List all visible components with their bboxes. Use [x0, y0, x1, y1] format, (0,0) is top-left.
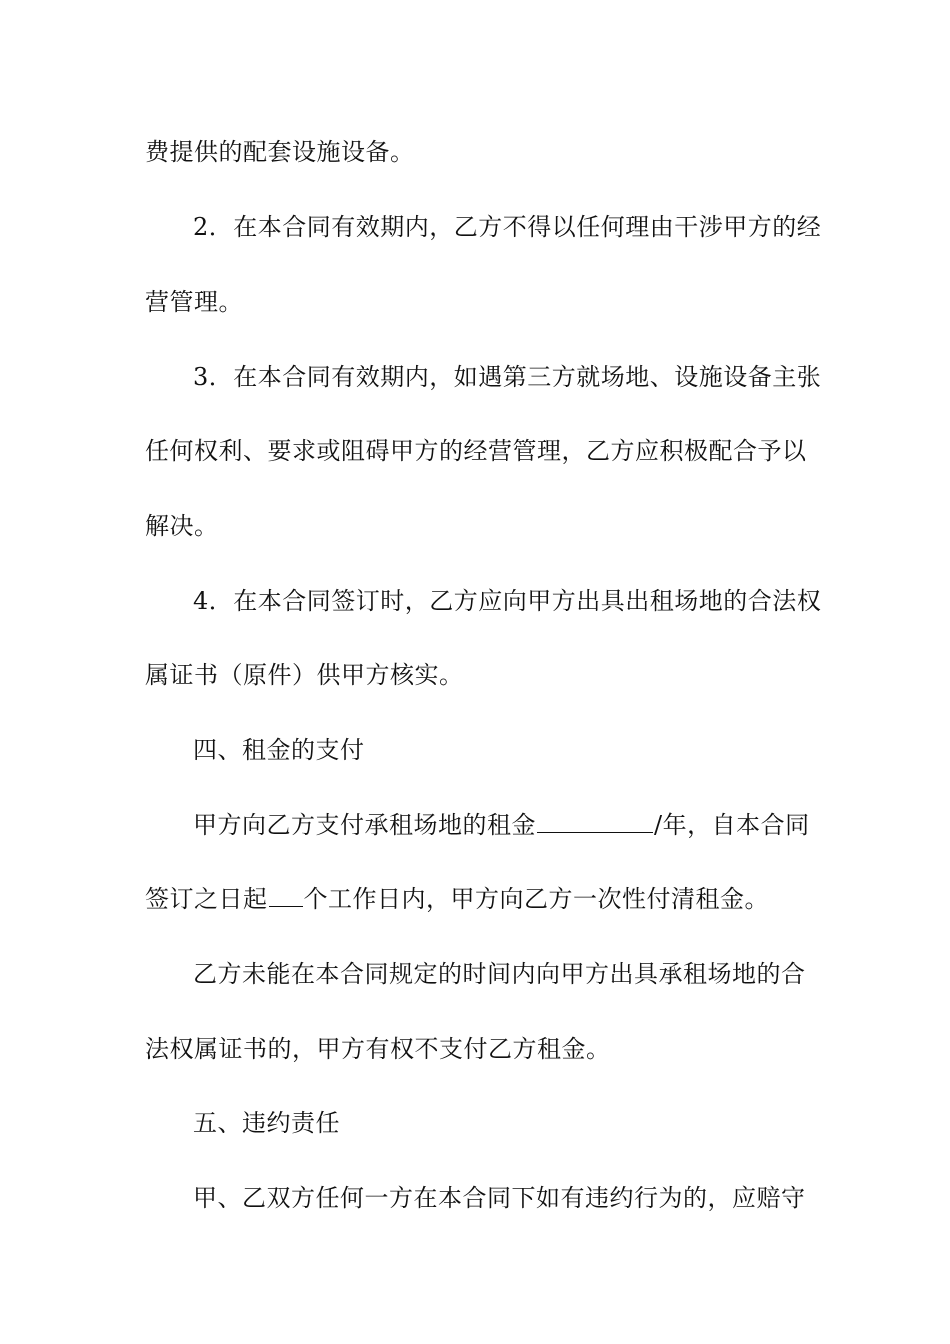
paragraph-line: 3．在本合同有效期内，如遇第三方就场地、设施设备主张: [193, 363, 822, 391]
paragraph-line: [193, 810, 863, 840]
days-text-before-blank: 签订之日起: [145, 885, 268, 913]
rent-amount-blank: [537, 810, 653, 833]
paragraph-line: 2．在本合同有效期内，乙方不得以任何理由干涉甲方的经: [193, 213, 822, 241]
paragraph-line: [145, 884, 815, 914]
paragraph-line: 乙方未能在本合同规定的时间内向甲方出具承租场地的合: [193, 960, 806, 988]
section-heading: 四、租金的支付: [193, 736, 365, 764]
paragraph-line: 解决。: [145, 512, 219, 540]
rent-text-after-blank: /年，自本合同: [654, 811, 810, 839]
paragraph-line: 法权属证书的，甲方有权不支付乙方租金。: [145, 1035, 611, 1063]
paragraph-line: 属证书（原件）供甲方核实。: [145, 661, 464, 689]
section-heading: 五、违约责任: [193, 1109, 340, 1137]
working-days-blank: [269, 884, 303, 907]
paragraph-line: 营管理。: [145, 288, 243, 316]
rent-text-before-blank: 甲方向乙方支付承租场地的租金: [193, 811, 536, 839]
paragraph-line: 甲、乙双方任何一方在本合同下如有违约行为的，应赔守: [193, 1184, 806, 1212]
paragraph-line: 费提供的配套设施设备。: [145, 138, 415, 166]
paragraph-line: 任何权利、要求或阻碍甲方的经营管理，乙方应积极配合予以: [145, 437, 807, 465]
paragraph-line: 4．在本合同签订时，乙方应向甲方出具出租场地的合法权: [193, 587, 822, 615]
days-text-after-blank: 个工作日内，甲方向乙方一次性付清租金。: [303, 885, 769, 913]
